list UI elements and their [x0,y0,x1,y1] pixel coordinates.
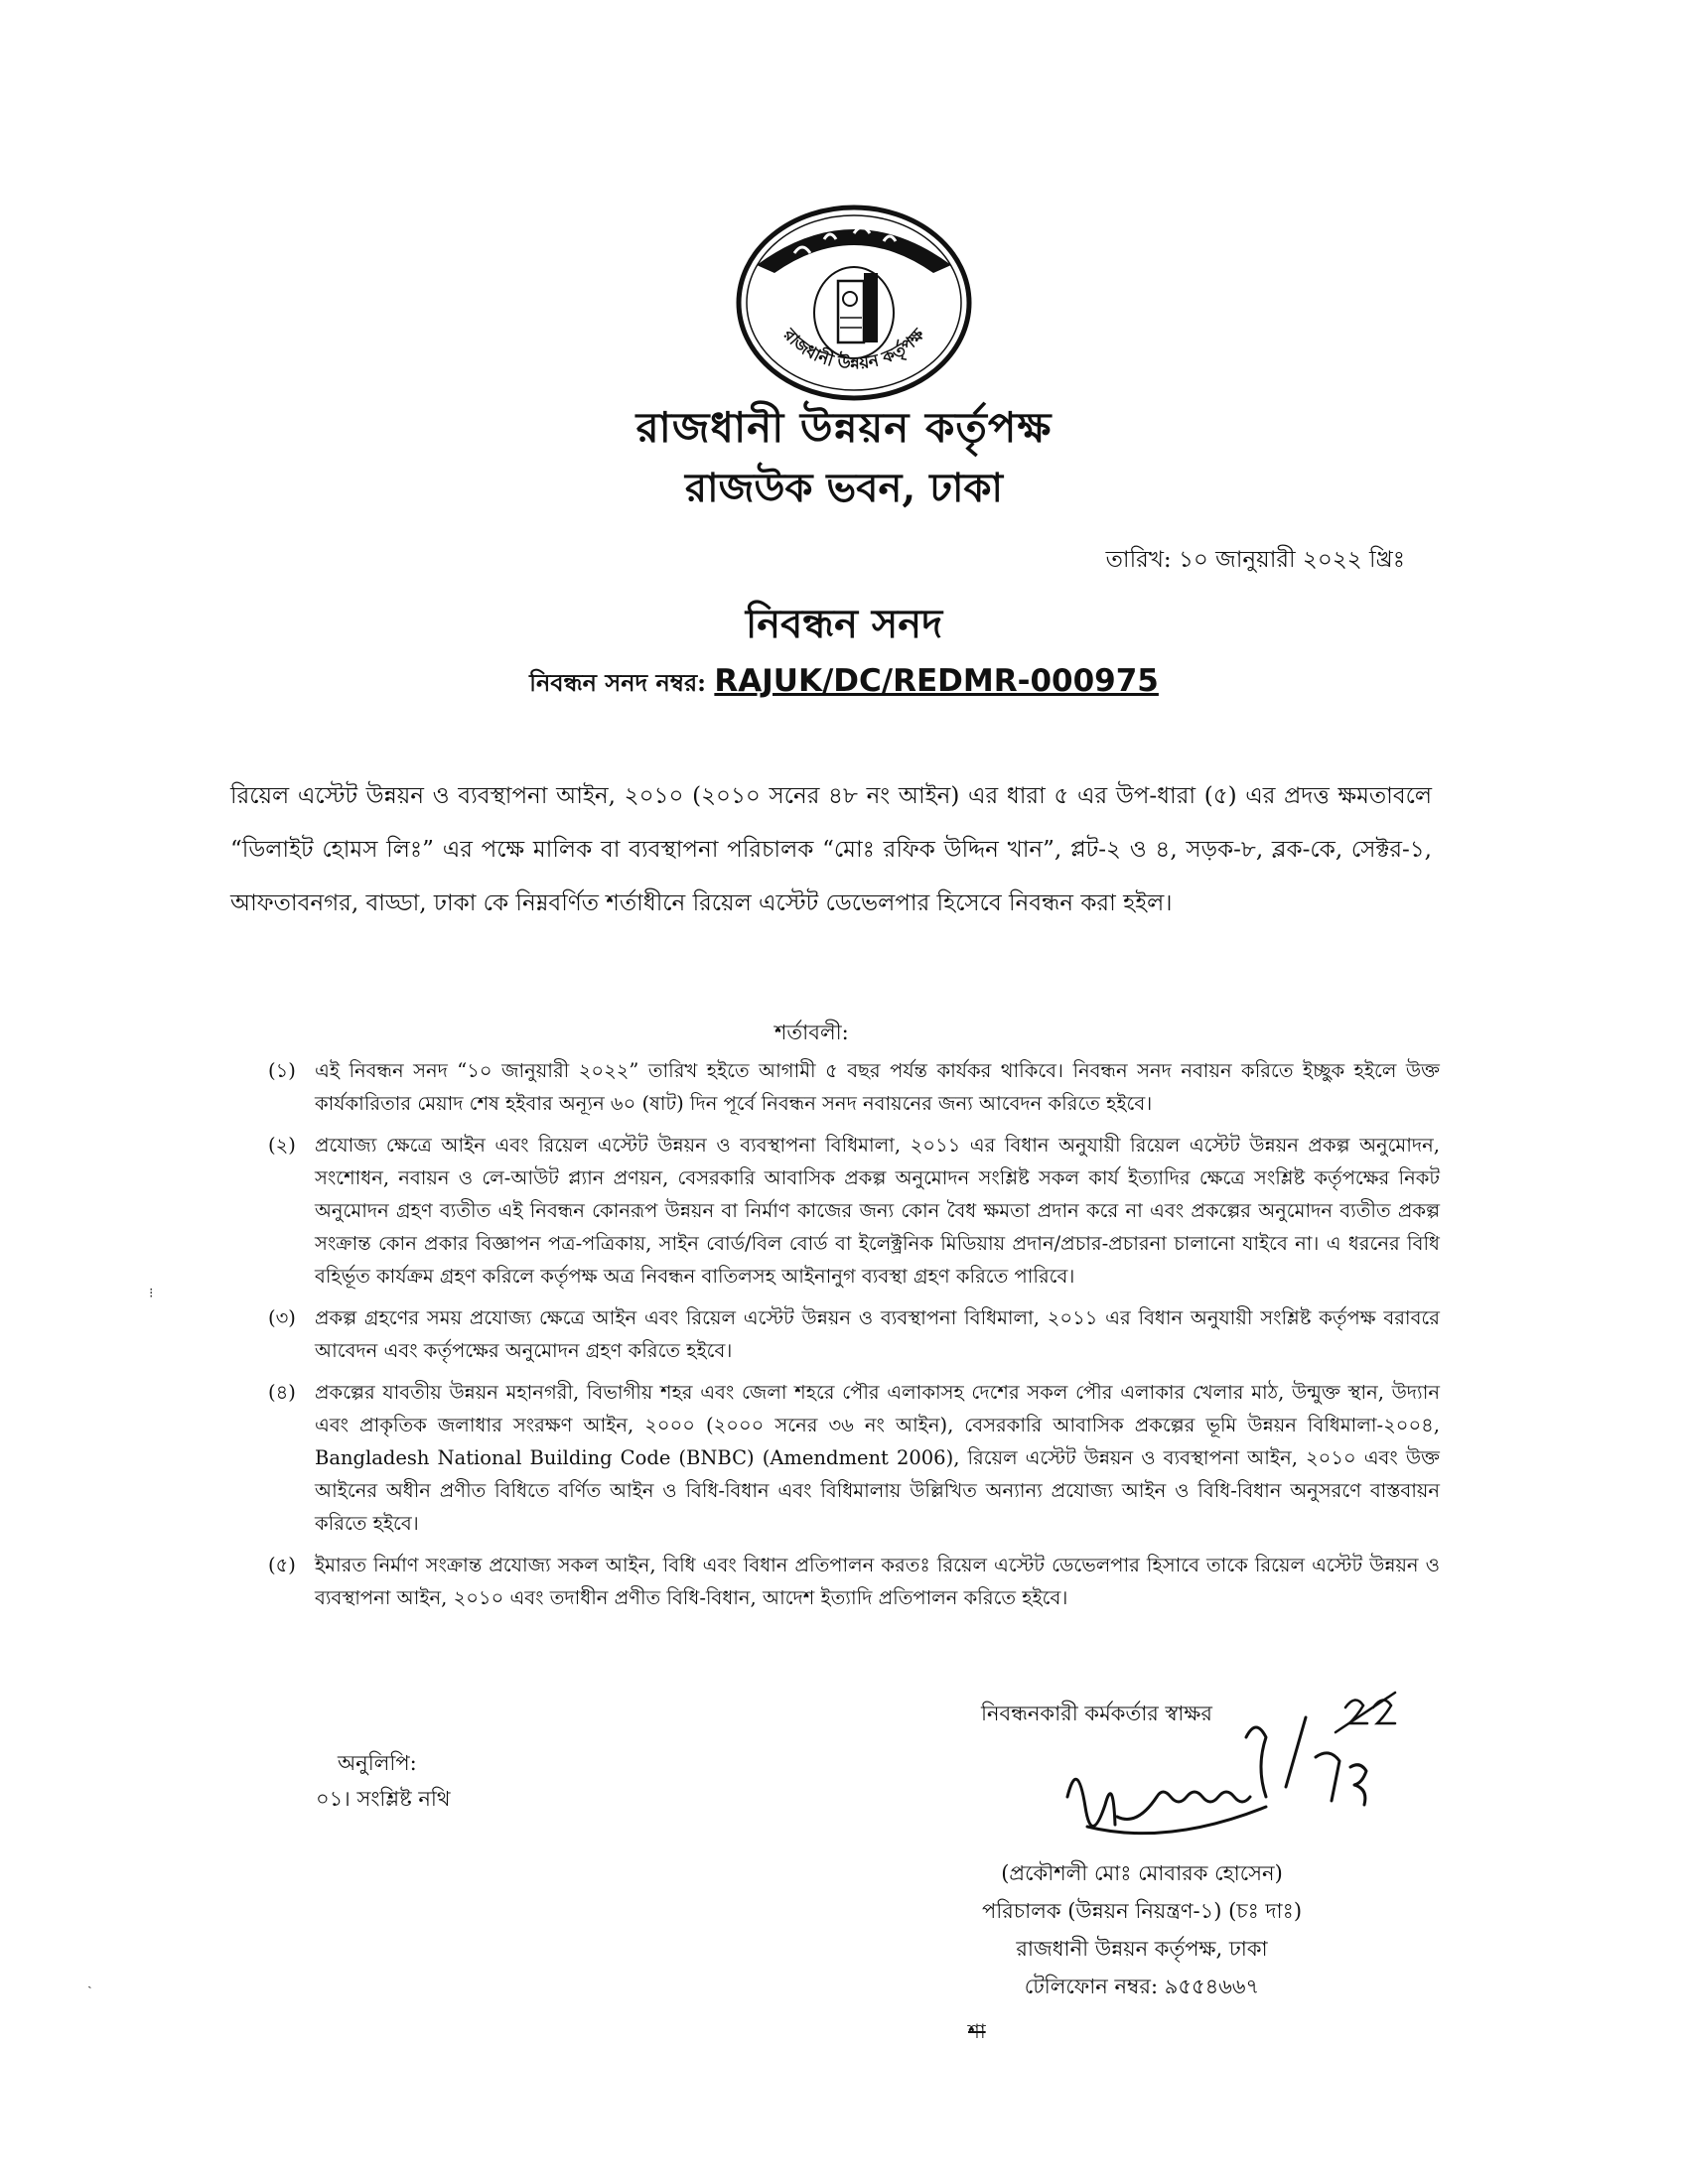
conditions-heading: শর্তাবলী: [774,1021,849,1044]
signatory-name: (প্রকৌশলী মোঃ মোবারক হোসেন) [1001,1861,1283,1885]
condition-number: (৫) [268,1554,296,1576]
condition-item [268,1301,1440,1367]
condition-number: (২) [268,1134,296,1157]
rajuk-seal-logo [735,204,973,402]
condition-text: প্রকল্পের যাবতীয় উন্নয়ন মহানগরী, বিভাগীয় শহর এবং জেলা শহরে পৌর এলাকাসহ দেশের সকল পৌর এলাকার খেলার মাঠ, উন্মুক্ত স্থান, উদ্যান এবং প্রাকৃতিক জলাধার সংরক্ষণ আইন, ২০০০ (২০০০ সনের ৩৬ নং আইন), বেসরকারি আবাসিক প্রকল্পের ভূমি উন্নয়ন বিধিমালা-২০০৪, Bangladesh National Building Code (BNBC) (Amendment 2006), রিয়েল এস্টেট উন্নয়ন ও ব্যবস্থাপনা আইন, ২০১০ এবং উক্ত আইনের অধীন প্রণীত বিধিতে বর্ণিত আইন ও বিধি-বিধান এবং বিধিমালায় উল্লিখিত অন্যান্য প্রযোজ্য আইন ও বিধি-বিধান অনুসরণে বাস্তবায়ন করিতে হইবে। [315,1381,1440,1535]
seal-text: রাজধানী উন্নয়ন কর্তৃপক্ষ [778,325,929,374]
intro-paragraph: রিয়েল এস্টেট উন্নয়ন ও ব্যবস্থাপনা আইন, ২০১০ (২০১০ সনের ৪৮ নং আইন) এর ধারা ৫ এর উপ-ধারা (৫) এর প্রদত্ত ক্ষমতাবলে “ডিলাইট হোমস লিঃ” এর পক্ষে মালিক বা ব্যবস্থাপনা পরিচালক “মোঃ রফিক উদ্দিন খান”, প্লট-২ ও ৪, সড়ক-৮, ব্লক-কে, সেক্টর-১, আফতাবনগর, বাড্ডা, ঢাকা কে নিম্নবর্ণিত শর্তাধীনে রিয়েল এস্টেট ডেভেলপার হিসেবে নিবন্ধন করা হইল। [230,783,1432,916]
condition-item [268,1054,1440,1120]
condition-number: (১) [268,1059,296,1082]
signatory-designation: পরিচালক (উন্নয়ন নিয়ন্ত্রণ-১) (চঃ দাঃ) [981,1899,1303,1923]
organization-name: রাজধানী উন্নয়ন কর্তৃপক্ষ [635,403,1053,452]
condition-text: প্রকল্প গ্রহণের সময় প্রযোজ্য ক্ষেত্রে আইন এবং রিয়েল এস্টেট উন্নয়ন ও ব্যবস্থাপনা বিধিমালা, ২০১১ এর বিধান অনুযায়ী সংশ্লিষ্ট কর্তৃপক্ষ বরাবরে আবেদন এবং কর্তৃপক্ষের অনুমোদন গ্রহণ করিতে হইবে। [315,1306,1440,1362]
condition-text: ইমারত নির্মাণ সংক্রান্ত প্রযোজ্য সকল আইন, বিধি এবং বিধান প্রতিপালন করতঃ রিয়েল এস্টেট ডেভেলপার হিসাবে তাকে রিয়েল এস্টেট উন্নয়ন ও ব্যবস্থাপনা আইন, ২০১০ এবং তদাধীন প্রণীত বিধি-বিধান, আদেশ ইত্যাদি প্রতিপালন করিতে হইবে। [315,1554,1440,1609]
condition-item [268,1376,1440,1540]
issue-date: তারিখ: ১০ জানুয়ারী ২০২২ খ্রিঃ [1105,547,1405,573]
condition-text: প্রযোজ্য ক্ষেত্রে আইন এবং রিয়েল এস্টেট উন্নয়ন ও ব্যবস্থাপনা বিধিমালা, ২০১১ এর বিধান অনুযায়ী রিয়েল এস্টেট উন্নয়ন প্রকল্প অনুমোদন, সংশোধন, নবায়ন ও লে-আউট প্ল্যান প্রণয়ন, বেসরকারি আবাসিক প্রকল্প অনুমোদন সংশ্লিষ্ট সকল কার্য ইত্যাদির ক্ষেত্রে সংশ্লিষ্ট কর্তৃপক্ষের নিকট অনুমোদন গ্রহণ ব্যতীত এই নিবন্ধন কোনরূপ উন্নয়ন বা নির্মাণ কাজের জন্য কোন বৈধ ক্ষমতা প্রদান করে না এবং প্রকল্পের অনুমোদন ব্যতীত প্রকল্প সংক্রান্ত কোন প্রকার বিজ্ঞাপন পত্র-পত্রিকায়, সাইন বোর্ড/বিল বোর্ড বা ইলেক্ট্রনিক মিডিয়ায় প্রদান/প্রচার-প্রচারনা চালানো যাইবে না। এ ধরনের বিধি বহির্ভূত কার্যক্রম গ্রহণ করিলে কর্তৃপক্ষ অত্র নিবন্ধন বাতিলসহ আইনানুগ ব্যবস্থা গ্রহণ করিতে পারিবে। [315,1134,1440,1288]
signatory-organization: রাজধানী উন্নয়ন কর্তৃপক্ষ, ঢাকা [1016,1937,1268,1961]
copy-label: অনুলিপি: [338,1751,417,1775]
signatory-phone: টেলিফোন নম্বর: ৯৫৫৪৬৬৭ [1024,1975,1260,1998]
condition-item [268,1549,1440,1614]
condition-number: (৪) [268,1381,296,1404]
certificate-number-value: RAJUK/DC/REDMR-000975 [714,663,1159,699]
handwritten-signature [1048,1678,1425,1876]
condition-item [268,1129,1440,1293]
certificate-number-label: নিবন্ধন সনদ নম্বর: [529,668,707,697]
handwritten-initial: শা [968,2019,986,2043]
signatory-block [923,1854,1360,2005]
conditions-list [268,1054,1440,1623]
condition-number: (৩) [268,1306,296,1329]
certificate-number-line [0,663,1688,705]
organization-address: রাজউক ভবন, ঢাকা [684,465,1004,511]
signature-caption: নিবন্ধনকারী কর্মকর্তার স্বাক্ষর [981,1702,1212,1725]
condition-text: এই নিবন্ধন সনদ “১০ জানুয়ারী ২০২২” তারিখ হইতে আগামী ৫ বছর পর্যন্ত কার্যকর থাকিবে। নিবন্ধন সনদ নবায়ন করিতে ইচ্ছুক হইলে উক্ত কার্যকারিতার মেয়াদ শেষ হইবার অন্যূন ৬০ (ষাট) দিন পূর্বে নিবন্ধন সনদ নবায়নের জন্য আবেদন করিতে হইবে। [315,1059,1440,1115]
certificate-title: নিবন্ধন সনদ [745,601,943,647]
scan-speck: ⁝ [149,1286,154,1301]
scan-speck: ˎ [87,1974,92,1989]
copy-item: ০১। সংশ্লিষ্ট নথি [316,1787,451,1811]
